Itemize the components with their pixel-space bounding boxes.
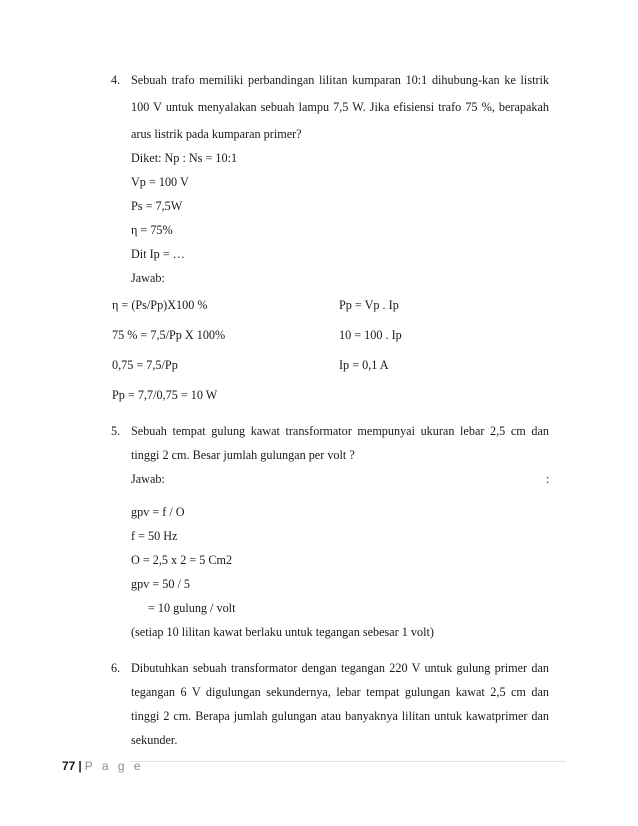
question-5-line-2: tinggi 2 cm. Besar jumlah gulungan per volt ? (131, 448, 355, 462)
footer-separator: | (78, 759, 82, 773)
footer-rule (130, 761, 566, 762)
given-ps: Ps = 7,5W (131, 199, 183, 213)
question-4-line-3: arus listrik pada kumparan primer? (131, 127, 302, 141)
answer-colon-5: : (546, 472, 550, 486)
solution-right-2: 10 = 100 . Ip (339, 328, 402, 342)
page-footer (62, 758, 144, 774)
step-frequency: f = 50 Hz (131, 529, 178, 543)
given-ratio: Diket: Np : Ns = 10:1 (131, 151, 238, 165)
question-4-number: 4. (111, 73, 121, 87)
given-vp: Vp = 100 V (131, 175, 189, 189)
step-gpv-result: = 10 gulung / volt (148, 601, 236, 615)
solution-left-2: 75 % = 7,5/Pp X 100% (112, 328, 226, 342)
page-label: P a g e (84, 759, 144, 773)
asked-ip: Dit Ip = … (131, 247, 185, 261)
given-efficiency: η = 75% (131, 223, 173, 237)
question-6-line-3: tinggi 2 cm. Berapa jumlah gulungan atau banyaknya lilitan untuk kawatprimer dan (131, 709, 549, 723)
answer-label-5: Jawab: (131, 472, 165, 486)
step-note: (setiap 10 lilitan kawat berlaku untuk tegangan sebesar 1 volt) (131, 625, 434, 639)
step-area: O = 2,5 x 2 = 5 Cm2 (131, 553, 233, 567)
question-6-line-1: Dibutuhkan sebuah transformator dengan tegangan 220 V untuk gulung primer dan (131, 661, 549, 675)
solution-left-1: η = (Ps/Pp)X100 % (112, 298, 208, 312)
question-4-line-1: Sebuah trafo memiliki perbandingan lilitan kumparan 10:1 dihubung-kan ke listrik (131, 73, 549, 87)
question-5-number: 5. (111, 424, 121, 438)
question-6-number: 6. (111, 661, 121, 675)
solution-right-3: Ip = 0,1 A (339, 358, 389, 372)
page-number: 77 (62, 759, 76, 773)
solution-left-4: Pp = 7,7/0,75 = 10 W (112, 388, 218, 402)
question-6-line-2: tegangan 6 V digulungan sekundernya, lebar tempat gulungan kawat 2,5 cm dan (131, 685, 549, 699)
solution-left-3: 0,75 = 7,5/Pp (112, 358, 178, 372)
question-4-line-2: 100 V untuk menyalakan sebuah lampu 7,5 W. Jika efisiensi trafo 75 %, berapakah (131, 100, 549, 114)
solution-right-1: Pp = Vp . Ip (339, 298, 399, 312)
answer-label-4: Jawab: (131, 271, 165, 285)
step-gpv-calc: gpv = 50 / 5 (131, 577, 191, 591)
question-6-line-4: sekunder. (131, 733, 178, 747)
question-5-line-1: Sebuah tempat gulung kawat transformator mempunyai ukuran lebar 2,5 cm dan (131, 424, 549, 438)
step-gpv-formula: gpv = f / O (131, 505, 185, 519)
